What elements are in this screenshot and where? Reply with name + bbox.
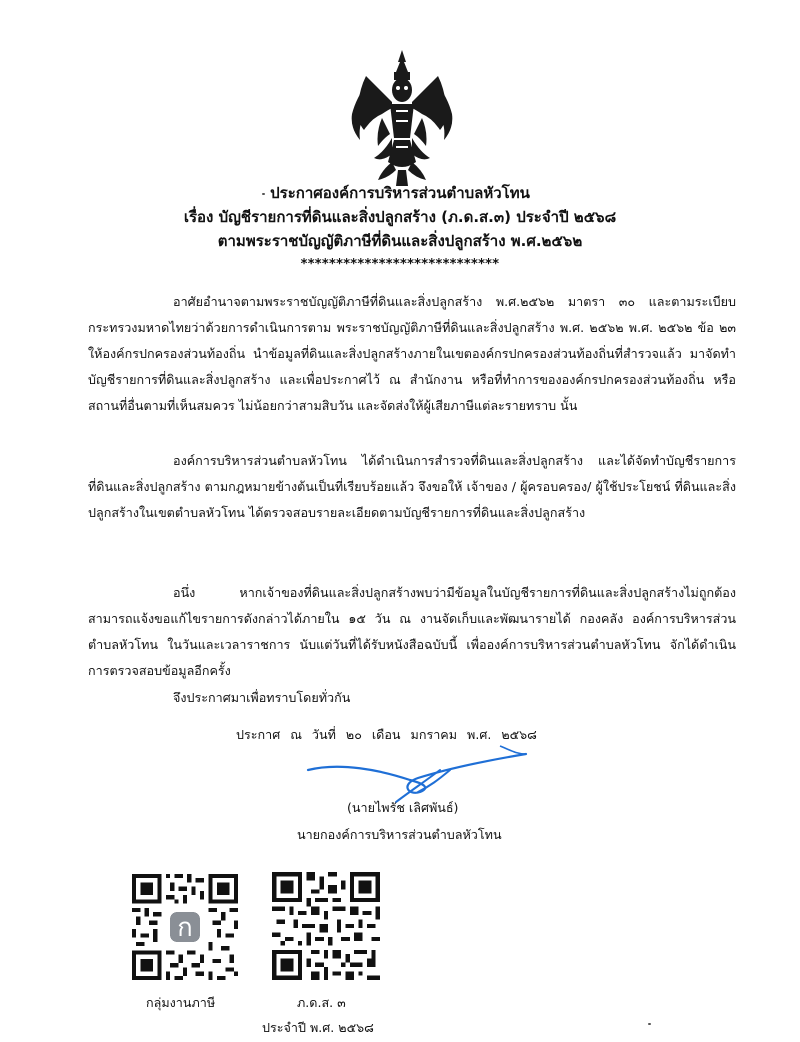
qr-label-form-code: ภ.ด.ส. ๓ — [297, 995, 346, 1010]
body-paragraph-2: องค์การบริหารส่วนตำบลหัวโทน ได้ดำเนินการสำรวจที่ดินและสิ่งปลูกสร้าง และได้จัดทำบัญชีรายการที่ดินและสิ่งปลูกสร้าง ตามกฎหมายข้างต้นเป็นที่เรียบร้อยแล้ว จึงขอให้ เจ้าของ / ผู้ครอบครอง/ ผู้ใช้ประโยชน์ ที่ดินและสิ่งปลูกสร้างในเขตตำบลหัวโทน ได้ตรวจสอบรายละเอียดตามบัญชีรายการที่ดินและสิ่งปลูกสร้าง — [88, 453, 736, 520]
announcement-subject: เรื่อง บัญชีรายการที่ดินและสิ่งปลูกสร้าง (ภ.ด.ส.๓) ประจำปี ๒๕๖๘ — [183, 208, 617, 226]
body-paragraph-1: อาศัยอำนาจตามพระราชบัญญัติภาษีที่ดินและสิ่งปลูกสร้าง พ.ศ.๒๕๖๒ มาตรา ๓๐ และตามระเบียบกระทรวงมหาดไทยว่าด้วยการดำเนินการตาม พระราชบัญญัติภาษีที่ดินและสิ่งปลูกสร้าง พ.ศ. ๒๕๖๒ พ.ศ. ๒๕๖๒ ข้อ ๒๓ ให้องค์กรปกครองส่วนท้องถิ่น นำข้อมูลที่ดินและสิ่งปลูกสร้างภายในเขตองค์กรปกครองส่วนท้องถิ่นที่สำรวจแล้ว มาจัดทำบัญชีรายการที่ดินและสิ่งปลูกสร้าง และเพื่อประกาศไว้ ณ สำนักงาน หรือที่ทำการขององค์กรปกครองส่วนท้องถิ่น หรือสถานที่อื่นตามที่เห็นสมควร ไม่น้อยกว่าสามสิบวัน และจัดส่งให้ผู้เสียภาษีแต่ละรายทราบ นั้น — [88, 294, 736, 413]
signatory-name: (นายไพรัช เลิศพันธ์) — [347, 800, 459, 815]
qr-label-tax-group: กลุ่มงานภาษี — [146, 995, 216, 1010]
qr-logo-letter: ก — [177, 911, 193, 942]
scan-speck — [648, 1023, 651, 1025]
announcement-title: ประกาศองค์การบริหารส่วนตำบลหัวโทน — [270, 184, 530, 202]
closing-line: จึงประกาศมาเพื่อทราบโดยทั่วกัน — [173, 690, 351, 705]
separator-stars: **************************** — [300, 257, 500, 272]
qr-label-fiscal-year: ประจำปี พ.ศ. ๒๕๖๘ — [262, 1020, 374, 1035]
date-line: ประกาศ ณ วันที่ ๒๐ เดือน มกราคม พ.ศ. ๒๕๖๘ — [236, 727, 537, 742]
garuda-emblem-icon — [348, 48, 456, 188]
qr-code-land-tax-list[interactable] — [272, 872, 380, 980]
announcement-legal-basis: ตามพระราชบัญญัติภาษีที่ดินและสิ่งปลูกสร้าง พ.ศ.๒๕๖๒ — [217, 232, 583, 250]
scan-speck — [262, 193, 265, 195]
body-paragraph-3: อนึ่ง หากเจ้าของที่ดินและสิ่งปลูกสร้างพบว่ามีข้อมูลในบัญชีรายการที่ดินและสิ่งปลูกสร้างไม่ถูกต้อง สามารถแจ้งขอแก้ไขรายการดังกล่าวได้ภายใน ๑๕ วัน ณ งานจัดเก็บและพัฒนารายได้ กองคลัง องค์การบริหารส่วนตำบลหัวโทน ในวันและเวลาราชการ นับแต่วันที่ได้รับหนังสือฉบับนี้ เพื่อองค์การบริหารส่วนตำบลหัวโทน จักได้ดำเนินการตรวจสอบข้อมูลอีกครั้ง — [88, 585, 736, 678]
signatory-title: นายกองค์การบริหารส่วนตำบลหัวโทน — [297, 827, 502, 842]
qr-code-tax-group[interactable] — [132, 874, 238, 980]
